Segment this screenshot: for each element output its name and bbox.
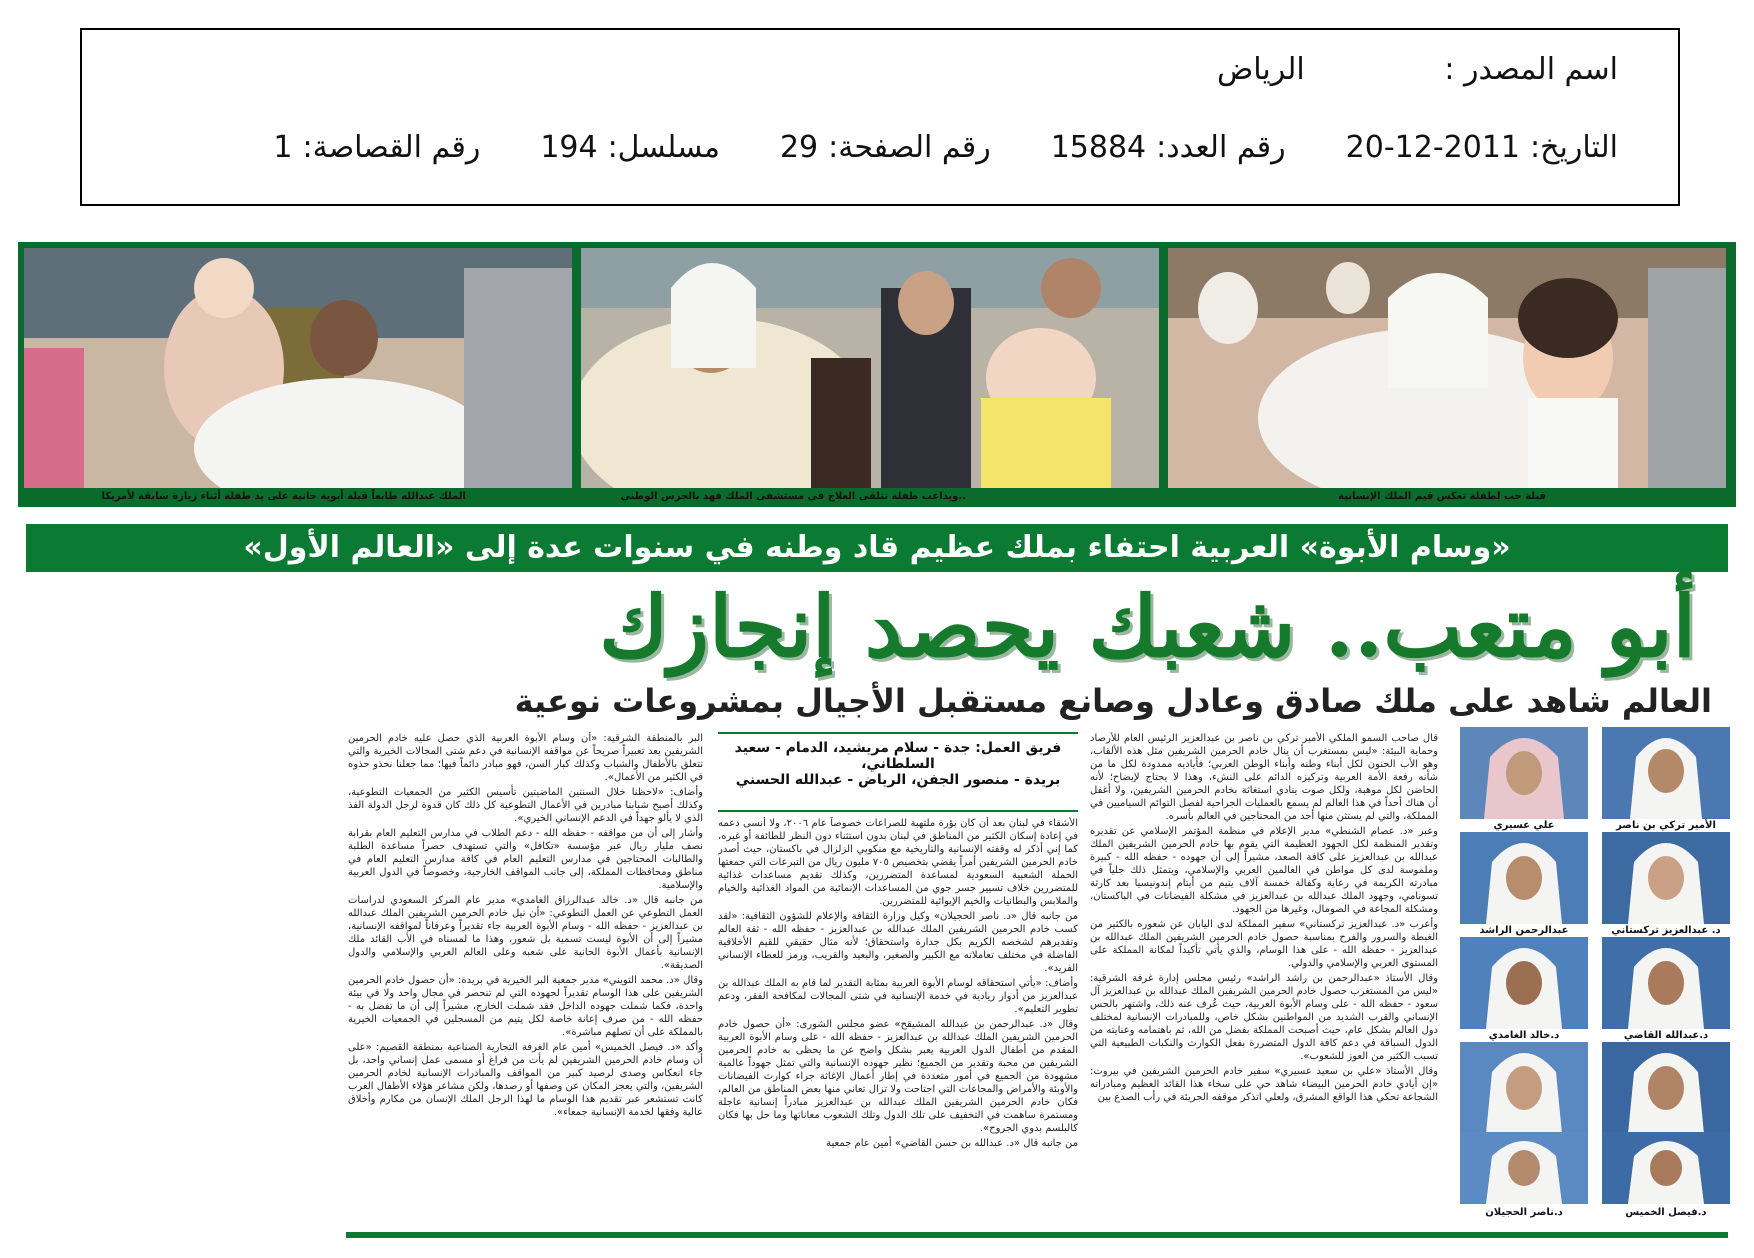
date-label: التاريخ: xyxy=(1530,130,1618,165)
photo-king-kissing-girl xyxy=(1168,248,1726,488)
portrait-name: د.خالد الغامدي xyxy=(1488,1030,1560,1041)
top-banner: «وسام الأبوة» العربية احتفاء بملك عظيم قاد وطنه في سنوات عدة إلى «العالم الأول» xyxy=(26,524,1728,572)
subheadline: العالم شاهد على ملك صادق وعادل وصانع مستقبل الأجيال بمشروعات نوعية xyxy=(514,682,1712,720)
portrait-name: د.عبدالله القاضي xyxy=(1623,1030,1709,1041)
portrait-photo xyxy=(1602,727,1730,819)
serial-value: 194 xyxy=(540,130,598,165)
headline: أبو متعب.. شعبك يحصد إنجازك xyxy=(599,577,1696,676)
portrait-grid xyxy=(1458,727,1730,1232)
bottom-rule xyxy=(346,1232,1728,1238)
clip-field xyxy=(273,130,480,165)
photo-caption-2: ..ويداعب طفلة تتلقى العلاج في مستشفى الملك فهد بالحرس الوطني xyxy=(620,491,966,502)
portrait-name: عبدالرحمن الراشد xyxy=(1479,925,1569,936)
paragraph: وعبر «د. عصام الشنطي» مدير الإعلام في منظمة المؤتمر الإسلامي عن تقديره وتقدير المنظمة لكل الجهود العظيمة التي يقوم بها خادم الحرمين الشريفين الملك عبدالله بن عبدالعزيز على كافة الصعد، مشيراً إلى أن جهوده - حفظه الله - كبيرة وملموسة لدى كل مواطن في العالمين العربي والإسلامي، ويتمثل ذلك جلياً في مبادرته الكريمة في رعاية وكفالة خمسة آلاف يتيم من أيتام إندونيسيا بعد كارثة تسونامي، وجهود الملك عبدالله بن عبدالعزيز في مشكلة الفيضانات في الباكستان، ومشكلة المجاعة في الصومال، وغيرها من الجهود. xyxy=(1090,826,1438,915)
team-line-1: فريق العمل: جدة - سلام مريشيد، الدمام - سعيد السلطاني، xyxy=(734,740,1062,772)
paragraph: وقال الأستاذ «علي بن سعيد عسيري» سفير خادم الحرمين الشريفين في بيروت: «إن أيادي خادم الحرمين البيضاء شاهد حي على سخاء هذا القائد العظيم ومبادراته الشجاعة تحكي هذا الواقع المشرق، ولعلي اتذكر موقفه الجريئة في رأب الصدع بين xyxy=(1090,1066,1438,1103)
source-value: الرياض xyxy=(1216,52,1305,87)
reporting-team-box xyxy=(718,732,1078,812)
team-line-2: بريدة - منصور الجفن، الرياض - عبدالله الحسني xyxy=(735,772,1061,788)
paragraph: من جانبه قال «د. خالد عبدالرزاق الغامدي» مدير عام المركز السعودي لدراسات العمل التطوعي عن العمل التطوعي: «أن نيل خادم الحرمين الشريفين الملك عبدالله بن عبدالعزيز - حفظه الله - وسام الأبوة العربية جاء تقديراً وعرفاناً لمواقفه الإنسانية، مشيراً إلى أن الأبوة ليست تسمية بل شعور، وهذا ما لمسناه في الأب القائد ملك الإنسانية بأعمال الأبوة الحانية على شعبه وعلى العالم العربي والإسلامي والدول الصديقة». xyxy=(348,895,703,971)
paragraph: قال صاحب السمو الملكي الأمير تركي بن ناصر بن عبدالعزيز الرئيس العام للأرصاد وحماية البيئة: «ليس بمستغرب أن ينال خادم الحرمين الشريفين مثل هذه الألقاب، وهو الأب الحنون لكل أبناء وطنه وأبناء الوطن العربي؛ فأياديه ممدودة لكل ما من شأنه رفعة الأمة العربية وتركيزه الدائم على النشء، وهذا لا يحتاج لإيضاح؛ لأنه الحاضن لكل موهبة، ولكل صوت ينادي استغاثة بخادم الحرمين الشريفين، ولا أغفل أن هناك أحداً في هذا العالم لم يسمع بالعمليات الجراحية لفصل التوائم السياميين في المملكة، والتي لم يستثن منها أحد من المحتاجين في العالم بأسره. xyxy=(1090,733,1438,822)
portrait-photo xyxy=(1460,937,1588,1029)
portrait-photo xyxy=(1602,832,1730,924)
portrait-name: د. عبدالعزيز تركستاني xyxy=(1611,925,1721,936)
paragraph: البر بالمنطقة الشرقية: «أن وسام الأبوة العربية الذي حصل عليه خادم الحرمين الشريفين يعد تعبيراً صريحاً عن مواقفه الإنسانية في دعم شتى المجالات الخيرية والتي تتعلق بالأطفال والشباب وكذلك كبار السن، فهو مبادر دائماً فيها؛ مما جعلنا نحذو حذوه في الكثير من الأعمال». xyxy=(348,733,703,783)
source-info-box xyxy=(80,28,1680,206)
paragraph: الأشقاء في لبنان بعد أن كان بؤرة ملتهبة للصراعات خصوصاً عام ٢٠٠٦، ولا أنسى دعمه في إعادة إسكان الكثير من المناطق في لبنان بدون استثناء دون النظر للطائفة أو غيره، كما إني أذكر له وقفته الإنسانية والتاريخية مع منكوبي الزلزال في باكستان، حيث أصدر خادم الحرمين الشريفين أمراً يقضي بتخصيص ٧٠٥ مليون ريال من التبرعات التي جمعتها الحملة الشعبية السعودية لمساعدة المتضررين، وكذلك تقديم مساعدات غذائية للمتضررين خلاف تسيير جسر جوي من المساعدات الإنمائية من المواد الغذائية والخيام والملابس والبطانيات والخيم الإيوائية للمتضررين. xyxy=(718,818,1078,907)
newspaper-clipping xyxy=(18,242,1736,1242)
photo-king-kissing-child-hand xyxy=(24,248,572,488)
paragraph: وأضاف: «لاحظنا خلال السنتين الماضيتين تأسيس الكثير من الجمعيات التطوعية، وكذلك أصبح شبابنا مبادرين في الأعمال التطوعية كل ذلك كان قدوة لرجل الدولة الفذ الذي لا يألو جهداً في الدعم الإنساني الخيري». xyxy=(348,787,703,824)
paragraph: من جانبه قال «د. عبدالله بن حسن القاضي» أمين عام جمعية xyxy=(826,1138,1078,1149)
portrait-photo xyxy=(1602,1132,1730,1204)
paragraph: وقال «د. محمد التويني» مدير جمعية البر الخيرية في بريدة: «أن حصول خادم الحرمين الشريفين على هذا الوسام تقديراً لجهوده التي لم تنحصر في مجال واحد ولا في بيئة واحدة، فكما شملت جهوده الداخل فقد شملت الخارج، مشيراً إلى أن ما تفضل به - حفظه الله - من صرف إعانة خاصة لكل يتيم من المسجلين في الجمعيات الخيرية بالمملكة على أن تصلهم مباشرة». xyxy=(348,975,703,1038)
serial-label: مسلسل: xyxy=(607,130,720,165)
source-row xyxy=(1217,52,1618,87)
date-field xyxy=(1346,130,1618,165)
issue-field xyxy=(1051,130,1286,165)
paragraph: وأضاف: «يأتي استحقاقه لوسام الأبوة العربية بمثابة التقدير لما قام به الملك عبدالله بن عبدالعزيز من أدوار ريادية في خدمة الإنسانية في شتى المجالات لمكافحة الفقر، ودعم تطوير التعليم». xyxy=(718,978,1078,1015)
portrait-photo xyxy=(1602,1042,1730,1134)
page-value: 29 xyxy=(779,130,819,165)
portrait-name: علي عسيري xyxy=(1493,820,1555,831)
date-value: 2011-12-20 xyxy=(1345,130,1521,165)
clip-value: 1 xyxy=(273,130,293,165)
portrait-name: الأمير تركي بن ناصر xyxy=(1616,820,1716,831)
portrait-photo xyxy=(1602,937,1730,1029)
portrait-photo xyxy=(1460,832,1588,924)
source-label: اسم المصدر : xyxy=(1444,52,1618,87)
article-column-3 xyxy=(348,732,703,1232)
article-column-1 xyxy=(1090,732,1438,1232)
serial-field xyxy=(540,130,720,165)
issue-value: 15884 xyxy=(1050,130,1147,165)
portrait-name: د.فيصل الخميس xyxy=(1625,1207,1707,1218)
photo-caption-1: قبلة حب لطفلة تعكس قيم الملك الإنسانية xyxy=(1338,491,1546,502)
portrait-photo xyxy=(1460,1042,1588,1134)
paragraph: من جانبه قال «د. ناصر الحجيلان» وكيل وزارة الثقافة والإعلام للشؤون الثقافية: «لقد كسب خادم الحرمين الشريفين الملك عبدالله بن عبدالعزيز - حفظه الله - ثقة العالم وتقديرهم لشخصه الكريم بكل جدارة واستحقاق؛ لأنه مثال حقيقي للقيم الأخلاقية الفاضلة في مختلف تعاملاته مع الكبير والصغير، والبعيد والقريب، ورمز للعطاء الإنساني الفريد». xyxy=(718,911,1078,974)
paragraph: وأكد «د. فيصل الخميس» أمين عام الغرفة التجارية الصناعية بمنطقة القصيم: «على أن وسام خادم الحرمين الشريفين لم يأت من فراغ أو مسمى عمل إنساني واحد، بل جاء انعكاس وصدى لرصيد كبير من المواقف والمبادرات الإنسانية لخادم الحرمين الشريفين، والتي يعجز المكان عن وصفها أو رصدها، ولكن مشاعر هؤلاء الأطفال العرب كانت تستشعر عبر تقديم هذا الوسام ما لهذا الرجل الملك الإنسان من مكارم وأخلاق عالية وفقها لخدمة الإنسانية جمعاء». xyxy=(348,1042,703,1118)
article-column-2 xyxy=(718,817,1078,1232)
source-field xyxy=(1217,52,1618,87)
page-field xyxy=(780,130,991,165)
paragraph: وأشار إلى أن من مواقفه - حفظه الله - دعم الطلاب في مدارس التعليم العام بقرابة نصف مليار ريال عبر مؤسسة «تكافل» والتي تستهدف حصراً مساعدة الطلبة والطالبات المحتاجين في مدارس التعليم العام في كافة مدارس التعليم العام في مناطق ومحافظات المملكة، إلى جانب المواقف الخارجية، وخصوصاً في الدول العربية والإسلامية. xyxy=(348,828,703,891)
publication-details-row xyxy=(273,130,1618,165)
photo-king-with-baby-hospital xyxy=(581,248,1159,488)
paragraph: وأعرب «د. عبدالعزيز تركستاني» سفير المملكة لدى اليابان عن شعوره بالكثير من الغبطة والسرور والفرح بمناسبة حصول خادم الحرمين الشريفين الملك عبدالله بن عبدالعزيز - حفظه الله - على هذا الوسام، والذي يأتي تأكيداً لمكانة المملكة على المستوى العربي والإسلامي والدولي. xyxy=(1090,919,1438,969)
issue-label: رقم العدد: xyxy=(1156,130,1286,165)
paragraph: وقال «د. عبدالرحمن بن عبدالله المشيقح» عضو مجلس الشورى: «أن حصول خادم الحرمين الشريفين الملك عبدالله بن عبدالعزيز - حفظه الله - على وسام الأبوة العربية المقدم من أطفال الدول العربية يعبر بشكل واضح عن ما يحظى به خادم الحرمين الشريفين من محبة وتقدير من الجميع؛ نظير جهوده الإنسانية والتي تمثل جهوداً عالمية مشهودة من الجميع في أمور متعددة في إطار أعمال الإغاثة جراء كوارث الفيضانات والأوبئة والأمراض والمجاعات التي اجتاحت ولا تزال تعاني منها بعض المناطق من العالم، فكان خادم الحرمين الشريفين الملك عبدالله بن عبدالعزيز مبادراً إنسانية عاجلة ومستمرة ساهمت في التخفيف على تلك الدول وتلك الشعوب معاناتها وما حل بها فكان كالبلسم بدوي الجروح». xyxy=(718,1019,1078,1134)
paragraph: وقال الأستاذ «عبدالرحمن بن راشد الراشد» رئيس مجلس إدارة غرفة الشرقية: «ليس من المستغرب حصول خادم الحرمين الشريفين الملك عبدالله بن عبدالعزيز آل سعود - حفظه الله - على وسام الأبوة العربية، حيث عُرف عنه ذلك، واشتهر بالحس الإنساني والقرب الشديد من المواطنين بشكل خاص، وللمبادرات الإنسانية لمختلف دول العالم بشكل عام، حيث أصبحت المملكة بفضل من الله، ثم باهتمامه وعنايته من الدول السباقة في دعم كافة الدول المتضررة بفعل الكوارث والنكبات الطبيعية التي تسبب الكثير من العوز للشعوب». xyxy=(1090,973,1438,1062)
page-label: رقم الصفحة: xyxy=(828,130,991,165)
clip-label: رقم القصاصة: xyxy=(302,130,481,165)
photo-strip xyxy=(18,242,1736,507)
photo-caption-3: الملك عبدالله طابعاً قبلة أبوية حانية على يد طفلة أثناء زيارة سابقة لأمريكا xyxy=(101,491,466,502)
portrait-name: د.ناصر الحجيلان xyxy=(1485,1207,1563,1218)
portrait-photo xyxy=(1460,727,1588,819)
portrait-photo xyxy=(1460,1132,1588,1204)
